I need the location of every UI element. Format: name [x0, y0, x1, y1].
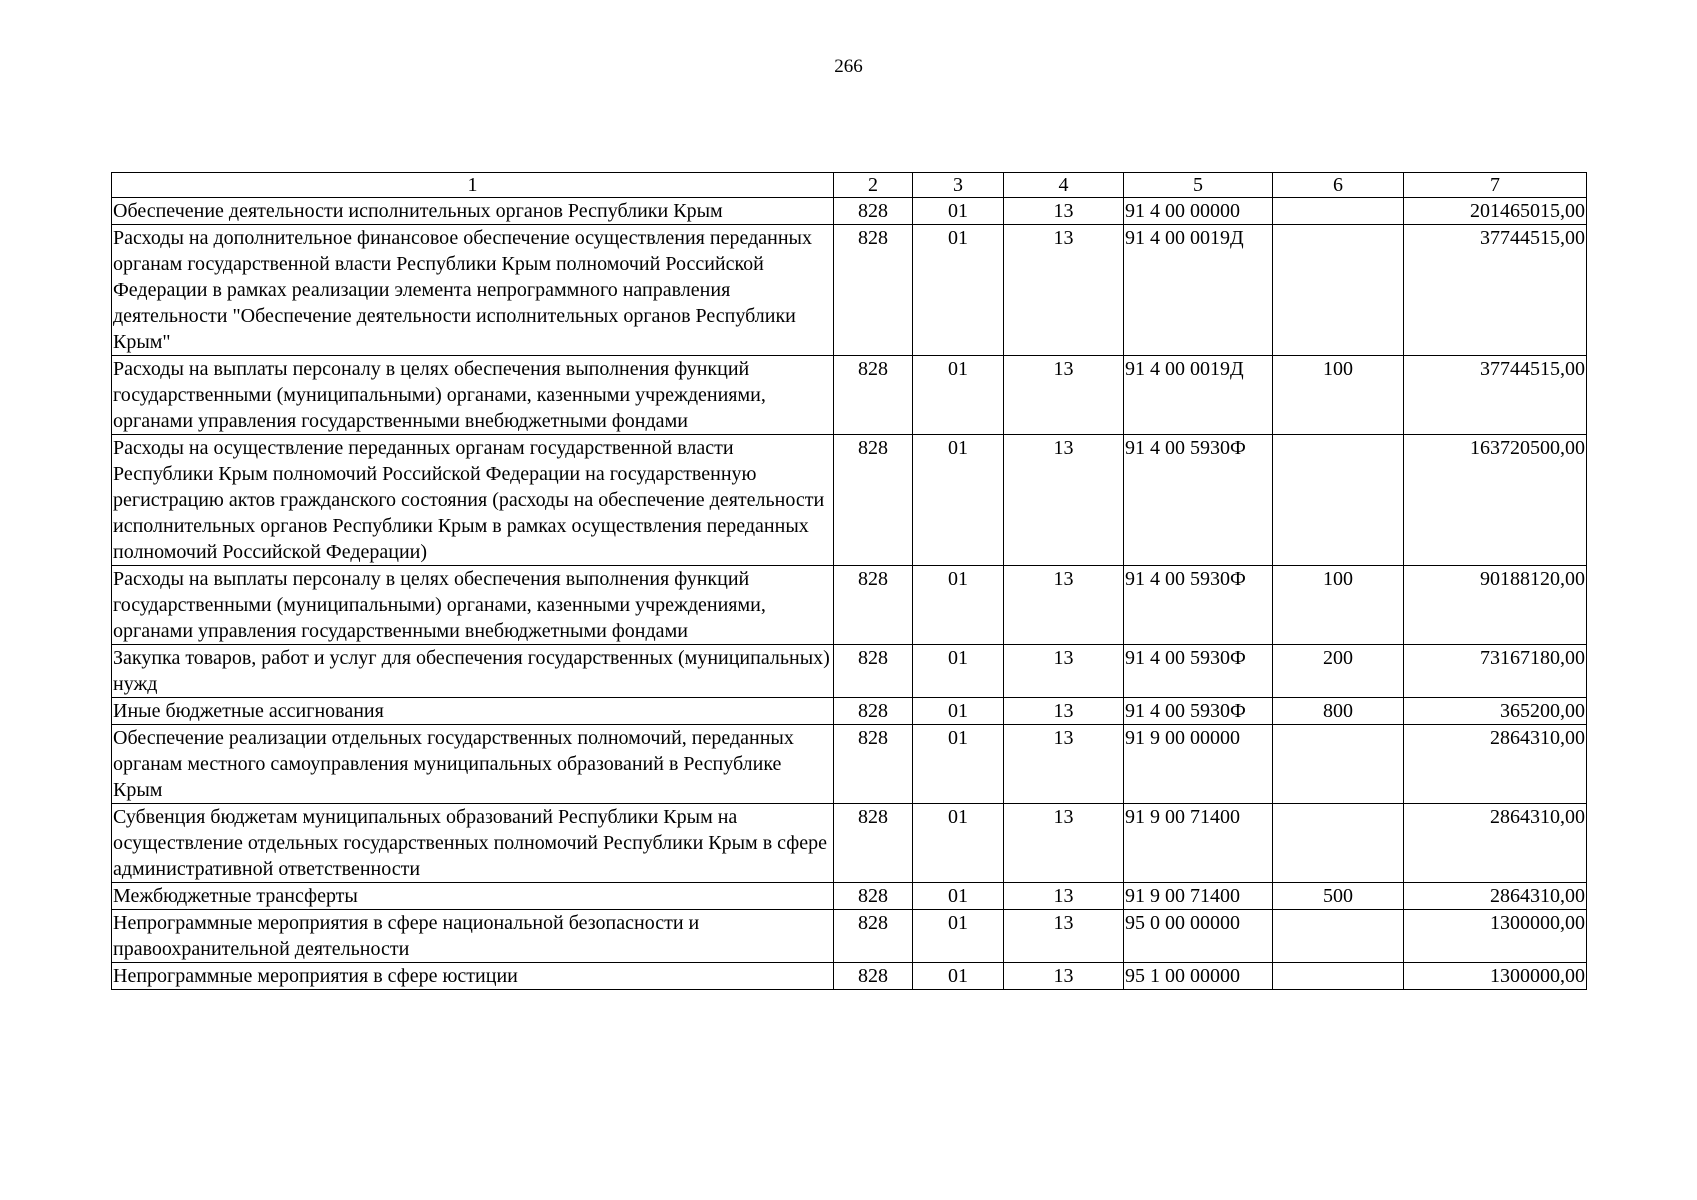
row-section: 01 [913, 725, 1004, 804]
row-description: Непрограммные мероприятия в сфере юстиции [112, 963, 834, 990]
row-expense-type [1273, 198, 1404, 225]
row-description: Обеспечение деятельности исполнительных органов Республики Крым [112, 198, 834, 225]
row-section: 01 [913, 198, 1004, 225]
row-amount: 2864310,00 [1404, 804, 1587, 883]
row-expense-type [1273, 963, 1404, 990]
column-header: 4 [1004, 173, 1124, 198]
table-row [112, 725, 1587, 804]
column-header: 2 [834, 173, 913, 198]
table-row [112, 645, 1587, 698]
row-grbs: 828 [834, 883, 913, 910]
page-number: 266 [834, 56, 863, 77]
table-row [112, 698, 1587, 725]
table-row [112, 225, 1587, 356]
row-section: 01 [913, 356, 1004, 435]
table-row [112, 198, 1587, 225]
row-grbs: 828 [834, 963, 913, 990]
column-header: 5 [1124, 173, 1273, 198]
table-row [112, 356, 1587, 435]
table-row [112, 910, 1587, 963]
row-subsection: 13 [1004, 435, 1124, 566]
table-row [112, 883, 1587, 910]
row-subsection: 13 [1004, 698, 1124, 725]
row-target-code: 91 9 00 00000 [1124, 725, 1273, 804]
row-grbs: 828 [834, 910, 913, 963]
row-grbs: 828 [834, 225, 913, 356]
row-section: 01 [913, 698, 1004, 725]
table-row [112, 435, 1587, 566]
row-amount: 2864310,00 [1404, 883, 1587, 910]
row-section: 01 [913, 566, 1004, 645]
row-description: Расходы на выплаты персоналу в целях обеспечения выполнения функций государственными (муниципальными) органами, казенными учреждениями, органами управления государственными внебюджетными фондами [112, 566, 834, 645]
row-amount: 163720500,00 [1404, 435, 1587, 566]
row-expense-type: 100 [1273, 566, 1404, 645]
row-target-code: 91 9 00 71400 [1124, 804, 1273, 883]
table-row [112, 963, 1587, 990]
row-expense-type [1273, 910, 1404, 963]
row-target-code: 95 1 00 00000 [1124, 963, 1273, 990]
row-target-code: 91 4 00 5930Ф [1124, 566, 1273, 645]
row-subsection: 13 [1004, 883, 1124, 910]
row-section: 01 [913, 435, 1004, 566]
row-description: Иные бюджетные ассигнования [112, 698, 834, 725]
row-description: Расходы на осуществление переданных органам государственной власти Республики Крым полномочий Российской Федерации на государственную регистрацию актов гражданского состояния (расходы на обеспечение деятельности исполнительных органов Республики Крым в рамках осуществления переданных полномочий Российской Федерации) [112, 435, 834, 566]
row-grbs: 828 [834, 698, 913, 725]
row-target-code: 91 4 00 5930Ф [1124, 645, 1273, 698]
header-row [112, 173, 1587, 198]
row-description: Расходы на дополнительное финансовое обеспечение осуществления переданных органам государственной власти Республики Крым полномочий Российской Федерации в рамках реализации элемента непрограммного направления деятельности "Обеспечение деятельности исполнительных органов Республики Крым" [112, 225, 834, 356]
row-target-code: 91 4 00 5930Ф [1124, 698, 1273, 725]
table-row [112, 804, 1587, 883]
row-expense-type [1273, 225, 1404, 356]
row-amount: 37744515,00 [1404, 356, 1587, 435]
row-amount: 37744515,00 [1404, 225, 1587, 356]
row-subsection: 13 [1004, 910, 1124, 963]
row-expense-type: 100 [1273, 356, 1404, 435]
row-grbs: 828 [834, 645, 913, 698]
row-expense-type [1273, 435, 1404, 566]
row-grbs: 828 [834, 725, 913, 804]
row-grbs: 828 [834, 566, 913, 645]
row-grbs: 828 [834, 435, 913, 566]
row-expense-type: 800 [1273, 698, 1404, 725]
row-section: 01 [913, 883, 1004, 910]
row-amount: 201465015,00 [1404, 198, 1587, 225]
row-subsection: 13 [1004, 804, 1124, 883]
row-grbs: 828 [834, 198, 913, 225]
row-subsection: 13 [1004, 198, 1124, 225]
row-description: Непрограммные мероприятия в сфере национальной безопасности и правоохранительной деятельности [112, 910, 834, 963]
row-subsection: 13 [1004, 356, 1124, 435]
row-target-code: 91 4 00 0019Д [1124, 225, 1273, 356]
row-grbs: 828 [834, 804, 913, 883]
row-description: Закупка товаров, работ и услуг для обеспечения государственных (муниципальных) нужд [112, 645, 834, 698]
row-section: 01 [913, 645, 1004, 698]
row-expense-type [1273, 804, 1404, 883]
row-expense-type: 500 [1273, 883, 1404, 910]
row-amount: 1300000,00 [1404, 963, 1587, 990]
row-amount: 1300000,00 [1404, 910, 1587, 963]
row-amount: 2864310,00 [1404, 725, 1587, 804]
row-expense-type: 200 [1273, 645, 1404, 698]
budget-table [111, 172, 1587, 990]
row-section: 01 [913, 225, 1004, 356]
row-subsection: 13 [1004, 645, 1124, 698]
row-section: 01 [913, 963, 1004, 990]
row-amount: 90188120,00 [1404, 566, 1587, 645]
row-subsection: 13 [1004, 225, 1124, 356]
table-row [112, 566, 1587, 645]
row-subsection: 13 [1004, 963, 1124, 990]
column-header: 3 [913, 173, 1004, 198]
row-section: 01 [913, 910, 1004, 963]
row-target-code: 91 4 00 00000 [1124, 198, 1273, 225]
column-header: 7 [1404, 173, 1587, 198]
row-section: 01 [913, 804, 1004, 883]
row-target-code: 91 4 00 5930Ф [1124, 435, 1273, 566]
row-subsection: 13 [1004, 725, 1124, 804]
row-subsection: 13 [1004, 566, 1124, 645]
row-grbs: 828 [834, 356, 913, 435]
row-target-code: 91 4 00 0019Д [1124, 356, 1273, 435]
row-amount: 365200,00 [1404, 698, 1587, 725]
row-amount: 73167180,00 [1404, 645, 1587, 698]
column-header: 6 [1273, 173, 1404, 198]
row-description: Обеспечение реализации отдельных государственных полномочий, переданных органам местного самоуправления муниципальных образований в Республике Крым [112, 725, 834, 804]
row-target-code: 91 9 00 71400 [1124, 883, 1273, 910]
row-expense-type [1273, 725, 1404, 804]
column-header: 1 [112, 173, 834, 198]
row-description: Субвенция бюджетам муниципальных образований Республики Крым на осуществление отдельных государственных полномочий Республики Крым в сфере административной ответственности [112, 804, 834, 883]
row-description: Расходы на выплаты персоналу в целях обеспечения выполнения функций государственными (муниципальными) органами, казенными учреждениями, органами управления государственными внебюджетными фондами [112, 356, 834, 435]
row-target-code: 95 0 00 00000 [1124, 910, 1273, 963]
row-description: Межбюджетные трансферты [112, 883, 834, 910]
